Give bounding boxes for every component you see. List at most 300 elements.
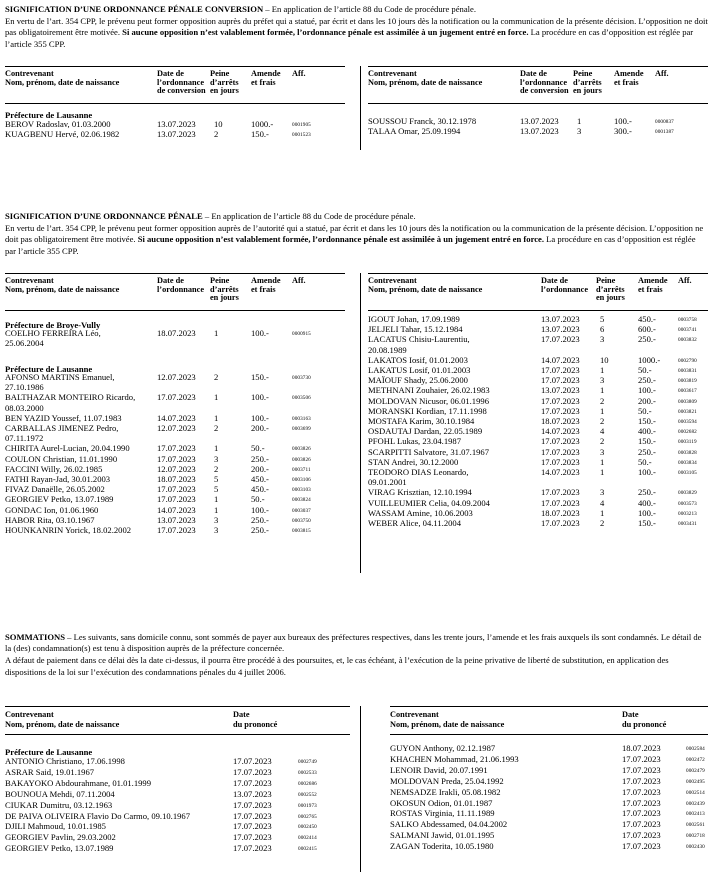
contrevenant-birthdate: 20.08.1989	[368, 344, 407, 355]
peine-cell: 3	[600, 334, 605, 345]
amende-cell: 100.-	[251, 412, 269, 423]
date-cell: 17.07.2023	[157, 392, 196, 403]
amende-cell: 250.-	[251, 453, 269, 464]
date-cell: 17.07.2023	[541, 446, 580, 457]
date-cell: 17.07.2023	[233, 799, 272, 810]
peine-cell: 2	[600, 395, 605, 406]
section-paragraph	[5, 655, 708, 677]
contrevenant-name: LAKATOS Iosif, 01.01.2003	[368, 354, 468, 365]
table-conversion-left	[5, 66, 345, 156]
date-cell: 14.07.2023	[541, 354, 580, 365]
table-ordonnance-left	[5, 273, 345, 573]
date-cell: 12.07.2023	[157, 372, 196, 382]
header-bottom-rule	[390, 734, 708, 735]
amende-cell: 250.-	[638, 334, 656, 345]
aff-number: 0003163	[292, 415, 311, 422]
contrevenant-name: GEORGIEV Pavlin, 29.03.2002	[5, 832, 116, 843]
table-top-rule	[368, 273, 708, 274]
date-cell: 14.07.2023	[157, 504, 196, 515]
contrevenant-name: WEBER Alice, 04.11.2004	[368, 518, 462, 528]
amende-cell: 150.-	[251, 372, 269, 382]
paragraph-text: La procédure en cas d’opposition est réglée par l’article 355 CPP.	[5, 27, 694, 49]
contrevenant-birthdate: 27.10.1986	[5, 382, 44, 393]
amende-cell: 150.-	[251, 129, 269, 140]
column-divider	[360, 273, 361, 573]
aff-number: 0000837	[655, 119, 674, 125]
table-row	[368, 335, 708, 355]
contrevenant-name: KUAGBENU Hervé, 02.06.1982	[5, 129, 120, 140]
table-row	[390, 842, 708, 853]
amende-cell: 450.-	[251, 474, 269, 484]
contrevenant-name: TEODORO DIAS Leonardo,	[368, 467, 469, 477]
table-row	[368, 127, 708, 137]
header-nom-prenom: Nom, prénom, date de naissance	[390, 720, 505, 729]
peine-cell: 2	[600, 416, 605, 426]
amende-cell: 50.-	[638, 456, 652, 467]
amende-cell: 100.-	[638, 467, 656, 477]
table-row	[5, 329, 345, 349]
contrevenant-name: OKOSUN Odion, 01.01.1987	[390, 797, 493, 808]
aff-number: 0002472	[686, 756, 705, 763]
contrevenant-name: CARBALLAS JIMENEZ Pedro,	[5, 423, 119, 433]
date-cell: 18.07.2023	[541, 416, 580, 426]
aff-number: 0002430	[686, 844, 705, 851]
peine-cell: 3	[577, 126, 582, 137]
table-row	[5, 844, 350, 855]
contrevenant-name: METHNANI Zouhaier, 26.02.1983	[368, 385, 490, 396]
table-row	[5, 526, 345, 536]
date-cell: 17.07.2023	[622, 775, 661, 786]
date-cell: 17.07.2023	[541, 436, 580, 447]
contrevenant-name: DE PAIVA OLIVEIRA Flavio Do Carmo, 09.10.1967	[5, 810, 191, 821]
contrevenant-name: IGOUT Johan, 17.09.1989	[368, 314, 460, 324]
contrevenant-name: FIVAZ Danaëlle, 26.05.2002	[5, 484, 105, 495]
date-cell: 17.07.2023	[157, 443, 196, 454]
date-cell: 13.07.2023	[233, 788, 272, 799]
amende-cell: 250.-	[251, 514, 269, 525]
header-date: Date	[622, 710, 639, 719]
header-amende: Amende et frais	[614, 69, 644, 87]
aff-number: 0003826	[292, 446, 311, 453]
aff-number: 0002514	[686, 789, 705, 796]
contrevenant-name: KHACHEN Mohammad, 21.06.1993	[390, 753, 519, 764]
peine-cell: 1	[214, 443, 219, 454]
section-title: SIGNIFICATION D’UNE ORDONNANCE PÉNALE CONVERSION	[5, 4, 264, 14]
aff-number: 0003821	[678, 408, 697, 415]
aff-number: 0003824	[292, 497, 311, 504]
date-cell: 17.07.2023	[233, 832, 272, 843]
peine-cell: 5	[214, 484, 219, 495]
header-peine: Peine d’arrêts en jours	[210, 276, 239, 303]
header-bottom-rule	[368, 103, 708, 104]
aff-number: 0002790	[678, 357, 697, 364]
peine-cell: 3	[214, 453, 219, 464]
contrevenant-name: BOUNOUA Mehdi, 07.11.2004	[5, 788, 115, 799]
aff-number: 0002533	[298, 769, 317, 776]
contrevenant-name: JELJELI Tahar, 15.12.1984	[368, 324, 463, 335]
aff-number: 0003573	[678, 500, 697, 507]
header-peine: Peine d’arrêts en jours	[210, 69, 239, 96]
peine-cell: 5	[600, 314, 605, 324]
peine-cell: 4	[600, 497, 605, 508]
contrevenant-name: COELHO FERREIRA Léo,	[5, 328, 101, 338]
section-heading	[5, 4, 708, 15]
contrevenant-name: SCARPITTI Salvatore, 31.07.1967	[368, 446, 490, 457]
contrevenant-name: WASSAM Amine, 10.06.2003	[368, 507, 473, 518]
contrevenant-birthdate: 09.01.2001	[368, 477, 407, 488]
aff-number: 0003037	[292, 507, 311, 514]
amende-cell: 250.-	[638, 375, 656, 386]
header-amende: Amende et frais	[251, 69, 281, 87]
aff-number: 0003741	[678, 327, 697, 334]
section-heading	[5, 211, 708, 222]
peine-cell: 1	[600, 467, 605, 477]
table-row	[5, 373, 345, 393]
peine-cell: 4	[600, 426, 605, 437]
peine-cell: 1	[214, 494, 219, 505]
contrevenant-name: LENOIR David, 20.07.1991	[390, 764, 488, 775]
peine-cell: 2	[214, 372, 219, 382]
table-row	[368, 468, 708, 488]
contrevenant-name: GEORGIEV Petko, 13.07.1989	[5, 494, 114, 505]
peine-cell: 10	[600, 354, 609, 365]
peine-cell: 3	[214, 525, 219, 535]
aff-number: 0001973	[298, 802, 317, 809]
aff-number: 0002450	[298, 824, 317, 831]
amende-cell: 100.-	[251, 504, 269, 515]
table-sommations-right	[390, 706, 708, 872]
aff-number: 0000915	[292, 331, 311, 337]
aff-number: 0001387	[655, 129, 674, 136]
header-aff: Aff.	[678, 276, 692, 285]
date-cell: 18.07.2023	[541, 507, 580, 518]
header-nom-prenom: Nom, prénom, date de naissance	[5, 78, 120, 87]
date-cell: 13.07.2023	[157, 129, 196, 140]
column-divider	[360, 66, 361, 150]
date-cell: 17.07.2023	[541, 395, 580, 406]
aff-number: 0003834	[678, 459, 697, 466]
date-cell: 17.07.2023	[622, 819, 661, 830]
amende-cell: 100.-	[614, 116, 632, 126]
peine-cell: 1	[214, 328, 219, 338]
aff-number: 0003431	[678, 521, 697, 527]
date-cell: 17.07.2023	[541, 334, 580, 345]
date-cell: 17.07.2023	[541, 405, 580, 416]
contrevenant-name: LAKATUS Losif, 01.01.2003	[368, 365, 471, 375]
header-nom-prenom: Nom, prénom, date de naissance	[5, 720, 120, 729]
peine-cell: 2	[214, 129, 219, 140]
aff-number: 0002414	[298, 835, 317, 842]
section-paragraph	[5, 632, 708, 654]
aff-number: 0002765	[298, 813, 317, 820]
section-ordonnance-conversion	[5, 4, 708, 51]
aff-number: 0002561	[686, 822, 705, 829]
aff-number: 0003594	[678, 419, 697, 425]
amende-cell: 1000.-	[638, 354, 661, 365]
section-title: SOMMATIONS	[5, 632, 66, 642]
header-aff: Aff.	[292, 276, 306, 285]
section-paragraph	[5, 223, 708, 257]
table-row	[5, 424, 345, 444]
header-date: Date	[233, 710, 250, 719]
amende-cell: 600.-	[638, 324, 656, 335]
peine-cell: 1	[600, 507, 605, 518]
header-peine: Peine d’arrêts en jours	[573, 69, 602, 96]
header-contrevenant: Contrevenant	[368, 276, 417, 285]
paragraph-text: – Les suivants, sans domicile connu, sont sommés de payer aux bureaux des préfectures respectives, dans les trente jours, l’amende et les frais auxquels ils sont condamnés. Le détail de la (des) condamnation(s) est tenu à disposition auprès de la préfecture concernée.	[5, 632, 702, 654]
amende-cell: 100.-	[638, 507, 656, 518]
date-cell: 17.07.2023	[622, 753, 661, 764]
contrevenant-name: GUYON Anthony, 02.12.1987	[390, 743, 496, 753]
contrevenant-birthdate: 07.11.1972	[5, 433, 44, 444]
contrevenant-name: BAKAYOKO Abdourahmane, 01.01.1999	[5, 777, 152, 788]
contrevenant-name: MORANSKI Kordian, 17.11.1998	[368, 405, 487, 416]
aff-number: 0003119	[678, 439, 697, 446]
amende-cell: 100.-	[251, 328, 269, 338]
aff-number: 0002495	[686, 778, 705, 785]
date-cell: 17.07.2023	[233, 821, 272, 832]
table-row	[5, 801, 350, 812]
contrevenant-name: BALTHAZAR MONTEIRO Ricardo,	[5, 392, 136, 403]
header-nom-prenom: Nom, prénom, date de naissance	[368, 285, 483, 294]
contrevenant-name: AFONSO MARTINS Emanuel,	[5, 372, 115, 382]
aff-number: 0003815	[292, 528, 311, 534]
contrevenant-name: ROSTAS Virginia, 11.11.1989	[390, 808, 495, 819]
peine-cell: 2	[214, 423, 219, 433]
peine-cell: 10	[214, 119, 223, 129]
table-top-rule	[5, 66, 345, 67]
contrevenant-name: CIUKAR Dumitru, 03.12.1963	[5, 799, 113, 810]
peine-cell: 3	[600, 446, 605, 457]
paragraph-text: En vertu de l’art. 354 CPP, le prévenu peut former opposition auprès du préfet qui a statué, par écrit et dans les 10 jours dès la notification ou la communication de la présente décision. L’opposition ne doit pas obligatoirement être motivée.	[5, 16, 708, 38]
date-cell: 12.07.2023	[157, 423, 196, 433]
table-top-rule	[5, 273, 345, 274]
amende-cell: 400.-	[638, 426, 656, 437]
contrevenant-name: FATHI Rayan-Jad, 30.01.2003	[5, 474, 111, 484]
contrevenant-name: MOSTAFA Karim, 30.10.1984	[368, 416, 475, 426]
paragraph-text: En vertu de l’art. 354 CPP, le prévenu peut former opposition auprès de l’autorité qui a statué, par écrit et dans les 10 jours dès la notification ou la communication de la présente décision. L’opposition ne doit pas obligatoirement être motivée.	[5, 223, 704, 245]
contrevenant-name: MOLDOVAN Nicusor, 06.01.1996	[368, 395, 489, 406]
amende-cell: 250.-	[638, 446, 656, 457]
aff-number: 0003711	[292, 466, 311, 473]
peine-cell: 1	[600, 405, 605, 416]
table-ordonnance-right	[368, 273, 708, 573]
contrevenant-name: SOUSSOU Franck, 30.12.1978	[368, 116, 477, 126]
paragraph-text: La procédure en cas d’opposition est réglée par l’article 355 CPP.	[5, 234, 696, 256]
date-cell: 17.07.2023	[233, 810, 272, 821]
peine-cell: 3	[214, 514, 219, 525]
aff-number: 0002552	[298, 791, 317, 798]
aff-number: 0002682	[678, 429, 697, 436]
aff-number: 0003819	[678, 378, 697, 385]
column-divider	[360, 706, 361, 872]
amende-cell: 50.-	[638, 365, 652, 375]
table-top-rule	[5, 706, 350, 707]
section-intro: – En application de l’article 88 du Code de procédure pénale.	[263, 4, 477, 14]
date-cell: 13.07.2023	[157, 514, 196, 525]
date-cell: 13.07.2023	[520, 126, 559, 137]
aff-number: 0003730	[292, 375, 311, 381]
header-du-prononce: du prononcé	[233, 720, 278, 729]
table-row	[5, 393, 345, 413]
aff-number: 0002479	[686, 767, 705, 774]
contrevenant-name: ASRAR Said, 19.01.1967	[5, 766, 95, 777]
header-peine: Peine d’arrêts en jours	[596, 276, 625, 303]
date-cell: 12.07.2023	[157, 463, 196, 474]
header-bottom-rule	[5, 103, 345, 104]
contrevenant-name: VUILLEUMIER Celia, 04.09.2004	[368, 497, 490, 508]
table-conversion-right	[368, 66, 708, 156]
amende-cell: 100.-	[638, 385, 656, 396]
header-contrevenant: Contrevenant	[368, 69, 417, 78]
peine-cell: 3	[600, 375, 605, 386]
header-nom-prenom: Nom, prénom, date de naissance	[368, 78, 483, 87]
table-sommations-left	[5, 706, 350, 872]
contrevenant-name: SALKO Abdessamed, 04.04.2002	[390, 819, 508, 830]
amende-cell: 1000.-	[251, 119, 274, 129]
amende-cell: 200.-	[251, 423, 269, 433]
contrevenant-name: GEORGIEV Petko, 13.07.1989	[5, 843, 114, 854]
aff-number: 0003832	[678, 337, 697, 344]
contrevenant-name: MAÏOUF Shady, 25.06.2000	[368, 375, 468, 386]
date-cell: 17.07.2023	[541, 375, 580, 386]
aff-number: 0002718	[686, 833, 705, 840]
amende-cell: 50.-	[251, 494, 265, 505]
contrevenant-name: PFOHL Lukas, 23.04.1987	[368, 436, 462, 447]
date-cell: 17.07.2023	[541, 487, 580, 498]
contrevenant-name: BEROV Radoslav, 01.03.2000	[5, 119, 111, 129]
paragraph-text: A défaut de paiement dans ce délai dès la date ci-dessus, il pourra être procédé à des poursuites, et, le cas échéant, à l’exécution de la peine privative de liberté de substitution, en application des dispositions de la loi sur l’exécution des condamnations pénales du 4 juillet 2006.	[5, 655, 669, 677]
date-cell: 17.07.2023	[233, 843, 272, 854]
paragraph-bold-text: Si aucune opposition n’est valablement formée, l’ordonnance pénale est assimilée à un jugement entré en force.	[137, 234, 545, 245]
date-cell: 17.07.2023	[622, 786, 661, 797]
date-cell: 17.07.2023	[157, 453, 196, 464]
aff-number: 0003105	[678, 470, 697, 476]
table-top-rule	[390, 706, 708, 707]
amende-cell: 250.-	[638, 487, 656, 498]
amende-cell: 50.-	[251, 443, 265, 454]
contrevenant-name: GONDAC Ion, 01.06.1960	[5, 504, 99, 515]
header-contrevenant: Contrevenant	[5, 69, 54, 78]
header-contrevenant: Contrevenant	[5, 276, 54, 285]
date-cell: 17.07.2023	[622, 797, 661, 808]
header-date: Date de l’ordonnance	[157, 276, 205, 294]
contrevenant-name: TALAA Omar, 25.09.1994	[368, 126, 461, 137]
aff-number: 0002584	[686, 746, 705, 752]
contrevenant-name: ZAGAN Toderita, 10.05.1980	[390, 841, 494, 852]
date-cell: 13.07.2023	[541, 324, 580, 335]
date-cell: 18.07.2023	[622, 743, 661, 753]
header-amende: Amende et frais	[638, 276, 668, 294]
date-cell: 17.07.2023	[541, 497, 580, 508]
amende-cell: 150.-	[638, 518, 656, 528]
amende-cell: 200.-	[251, 463, 269, 474]
aff-number: 0003103	[292, 487, 311, 494]
contrevenant-name: ANTONIO Christiano, 17.06.1998	[5, 756, 125, 766]
header-aff: Aff.	[292, 69, 306, 78]
date-cell: 18.07.2023	[157, 328, 196, 338]
peine-cell: 5	[214, 474, 219, 484]
date-cell: 17.07.2023	[157, 494, 196, 505]
date-cell: 17.07.2023	[233, 756, 272, 766]
amende-cell: 150.-	[638, 416, 656, 426]
aff-number: 0003809	[678, 398, 697, 405]
date-cell: 18.07.2023	[157, 474, 196, 484]
contrevenant-name: MOLDOVAN Preda, 25.04.1992	[390, 775, 504, 786]
date-cell: 13.07.2023	[520, 116, 559, 126]
amende-cell: 150.-	[638, 436, 656, 447]
section-sommations	[5, 632, 708, 679]
table-top-rule	[368, 66, 708, 67]
date-cell: 17.07.2023	[541, 456, 580, 467]
prefecture-heading: Préfecture de Lausanne	[5, 747, 93, 757]
aff-number: 0002749	[298, 759, 317, 765]
aff-number: 0003828	[678, 449, 697, 456]
aff-number: 0003826	[292, 456, 311, 463]
aff-number: 0002686	[298, 780, 317, 787]
aff-number: 0003213	[678, 510, 697, 517]
contrevenant-name: LACATUS Chisiu-Laurentiu,	[368, 334, 470, 345]
aff-number: 0003831	[678, 368, 697, 374]
contrevenant-name: HOUNKANRIN Yorick, 18.02.2002	[5, 525, 132, 535]
aff-number: 0002439	[686, 800, 705, 807]
amende-cell: 300.-	[614, 126, 632, 137]
date-cell: 17.07.2023	[157, 484, 196, 495]
header-du-prononce: du prononcé	[622, 720, 667, 729]
table-row	[5, 130, 345, 140]
header-bottom-rule	[368, 310, 708, 311]
contrevenant-name: HABOR Rita, 03.10.1967	[5, 514, 95, 525]
peine-cell: 3	[600, 487, 605, 498]
peine-cell: 2	[214, 463, 219, 474]
date-cell: 17.07.2023	[233, 777, 272, 788]
contrevenant-name: NEMSADZE Irakli, 05.08.1982	[390, 786, 501, 797]
table-row	[390, 777, 708, 788]
date-cell: 17.07.2023	[622, 841, 661, 852]
peine-cell: 1	[214, 392, 219, 403]
amende-cell: 50.-	[638, 405, 652, 416]
aff-number: 0002415	[298, 846, 317, 853]
section-intro: – En application de l’article 88 du Code de procédure pénale.	[202, 211, 416, 221]
section-paragraph	[5, 16, 708, 50]
amende-cell: 100.-	[251, 392, 269, 403]
contrevenant-birthdate: 08.03.2000	[5, 402, 44, 413]
header-date: Date de l’ordonnance	[541, 276, 589, 294]
date-cell: 13.07.2023	[541, 385, 580, 396]
contrevenant-name: VIRAG Krisztian, 12.10.1994	[368, 487, 472, 498]
aff-number: 0003506	[292, 395, 311, 402]
date-cell: 17.07.2023	[157, 525, 196, 535]
prefecture-heading: Préfecture de Lausanne	[5, 110, 93, 120]
date-cell: 14.07.2023	[541, 426, 580, 437]
aff-number: 0001523	[292, 132, 311, 139]
header-aff: Aff.	[655, 69, 669, 78]
table-row	[368, 519, 708, 529]
aff-number: 0001905	[292, 122, 311, 128]
date-cell: 17.07.2023	[541, 518, 580, 528]
peine-cell: 6	[600, 324, 605, 335]
peine-cell: 1	[214, 504, 219, 515]
prefecture-heading: Préfecture de Broye-Vully	[5, 320, 101, 330]
contrevenant-name: DJILI Mahmoud, 10.01.1985	[5, 821, 106, 832]
amende-cell: 450.-	[251, 484, 269, 495]
peine-cell: 1	[600, 365, 605, 375]
contrevenant-name: STAN Andrei, 30.12.2000	[368, 456, 459, 467]
header-amende: Amende et frais	[251, 276, 281, 294]
section-ordonnance-penale	[5, 211, 708, 258]
contrevenant-birthdate: 25.06.2004	[5, 338, 44, 349]
date-cell: 14.07.2023	[157, 412, 196, 423]
